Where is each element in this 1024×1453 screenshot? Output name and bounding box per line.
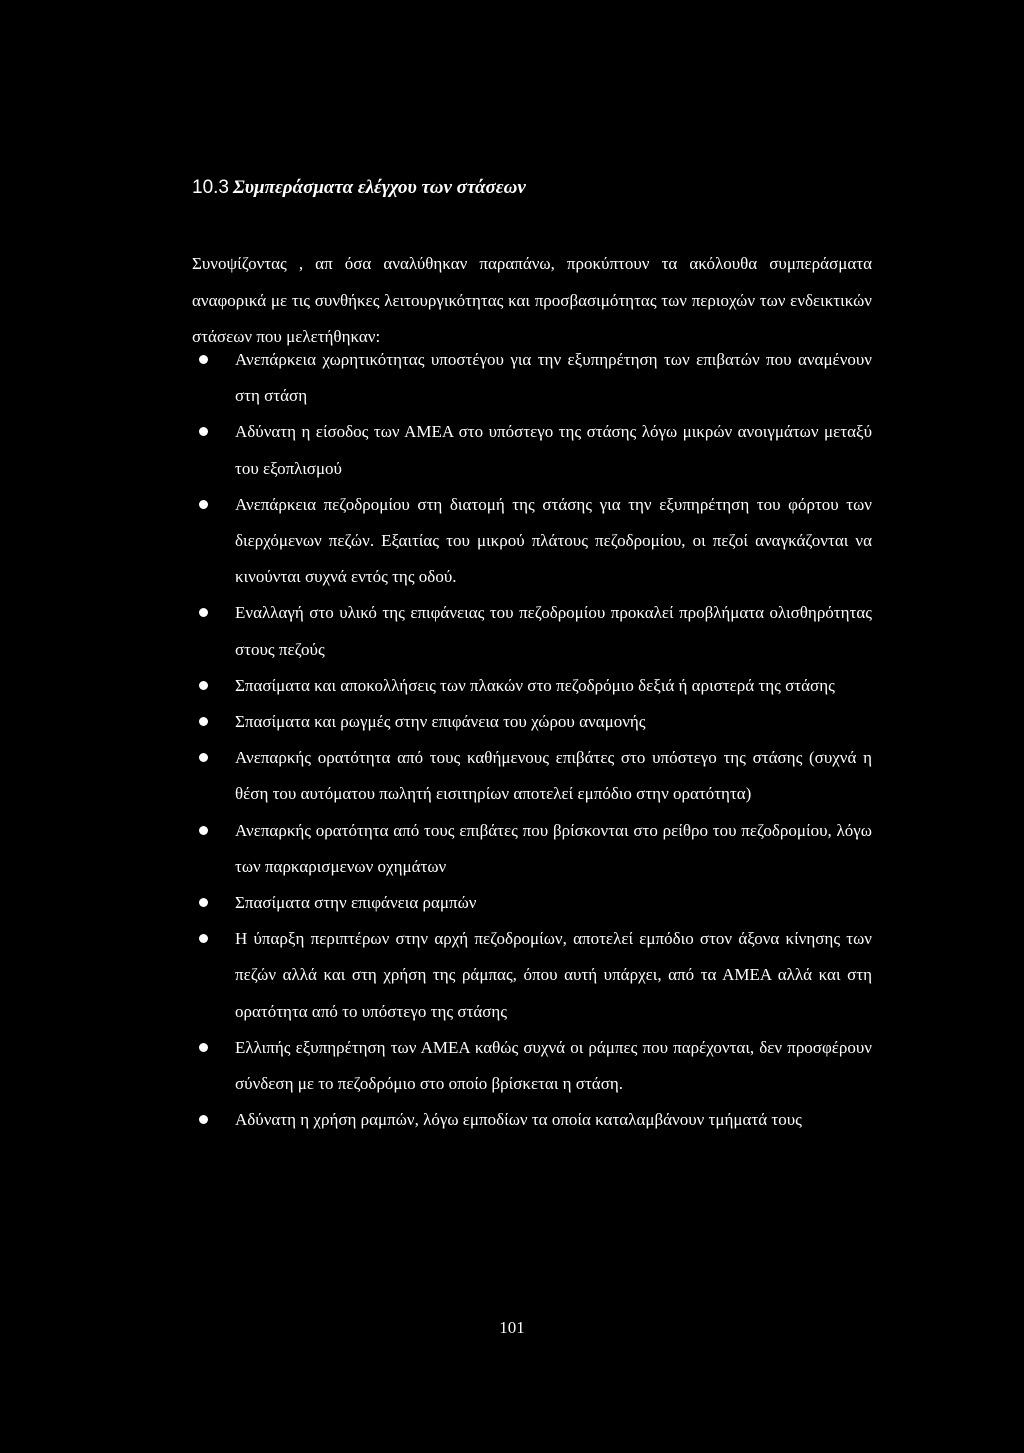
list-item [192, 704, 872, 740]
bullet-icon [199, 355, 208, 364]
intro-paragraph: Συνοψίζοντας , απ όσα αναλύθηκαν παραπάνω, προκύπτουν τα ακόλουθα συμπεράσματα αναφορικά με τις συνθήκες λειτουργικότητας και προσβασιμότητας των περιοχών των ενδεικτικών στάσεων που μελετήθηκαν: [192, 254, 872, 346]
section-number: 10.3 [192, 177, 229, 198]
list-item-text: Εναλλαγή στο υλικό της επιφάνειας του πεζοδρομίου προκαλεί προβλήματα ολισθηρότητας στους πεζούς [235, 603, 872, 659]
conclusions-list [192, 342, 872, 1138]
list-item-text: Σπασίματα και ρωγμές στην επιφάνεια του χώρου αναμονής [235, 712, 646, 732]
list-item-text: Ανεπαρκής ορατότητα από τους καθήμενους επιβάτες στο υπόστεγο της στάσης (συχνά η θέση του αυτόματου πωλητή εισιτηρίων αποτελεί εμπόδιο στην ορατότητα) [235, 748, 872, 804]
list-item-text: Ανεπάρκεια χωρητικότητας υποστέγου για την εξυπηρέτηση των επιβατών που αναμένουν στη στάση [235, 350, 872, 406]
list-item [192, 740, 872, 812]
bullet-icon [199, 753, 208, 762]
section-heading [192, 177, 526, 199]
list-item [192, 813, 872, 885]
list-item [192, 1030, 872, 1102]
bullet-icon [199, 934, 208, 943]
bullet-icon [199, 1043, 208, 1052]
list-item [192, 342, 872, 414]
list-item-text: Ανεπαρκής ορατότητα από τους επιβάτες που βρίσκονται στο ρείθρο του πεζοδρομίου, λόγω των παρκαρισμενων οχημάτων [235, 820, 872, 876]
list-item-text: Αδύνατη η χρήση ραμπών, λόγω εμποδίων τα οποία καταλαμβάνουν τμήματά τους [235, 1110, 802, 1130]
list-item-text: Η ύπαρξη περιπτέρων στην αρχή πεζοδρομίων, αποτελεί εμπόδιο στον άξονα κίνησης των πεζών αλλά και στη χρήση της ράμπας, όπου αυτή υπάρχει, από τα ΑΜΕΑ αλλά και στη ορατότητα από το υπόστεγο της στάσης [235, 929, 872, 1021]
bullet-icon [199, 826, 208, 835]
bullet-icon [199, 427, 208, 436]
page-number: 101 [499, 1318, 525, 1337]
bullet-icon [199, 608, 208, 617]
bullet-icon [199, 500, 208, 509]
list-item-text: Σπασίματα και αποκολλήσεις των πλακών στο πεζοδρόμιο δεξιά ή αριστερά της στάσης [235, 675, 835, 695]
list-item [192, 668, 872, 704]
bullet-icon [199, 898, 208, 907]
list-item [192, 487, 872, 596]
bullet-icon [199, 1115, 208, 1124]
list-item [192, 921, 872, 1030]
bullet-icon [199, 717, 208, 726]
list-item-text: Αδύνατη η είσοδος των ΑΜΕΑ στο υπόστεγο της στάσης λόγω μικρών ανοιγμάτων μεταξύ του εξοπλισμού [235, 422, 872, 478]
list-item-text: Σπασίματα στην επιφάνεια ραμπών [235, 893, 477, 913]
list-item [192, 414, 872, 486]
list-item [192, 1102, 872, 1138]
list-item-text: Ανεπάρκεια πεζοδρομίου στη διατομή της στάσης για την εξυπηρέτηση του φόρτου των διερχόμενων πεζών. Εξαιτίας του μικρού πλάτους πεζοδρομίου, οι πεζοί αναγκάζονται να κινούνται συχνά εντός της οδού. [235, 494, 872, 587]
bullet-icon [199, 681, 208, 690]
list-item [192, 885, 872, 921]
section-title: Συμπεράσματα ελέγχου των στάσεων [232, 177, 526, 198]
list-item [192, 595, 872, 667]
list-item-text: Ελλιπής εξυπηρέτηση των ΑΜΕΑ καθώς συχνά οι ράμπες που παρέχονται, δεν προσφέρουν σύνδεση με το πεζοδρόμιο στο οποίο βρίσκεται η στάση. [235, 1037, 872, 1094]
